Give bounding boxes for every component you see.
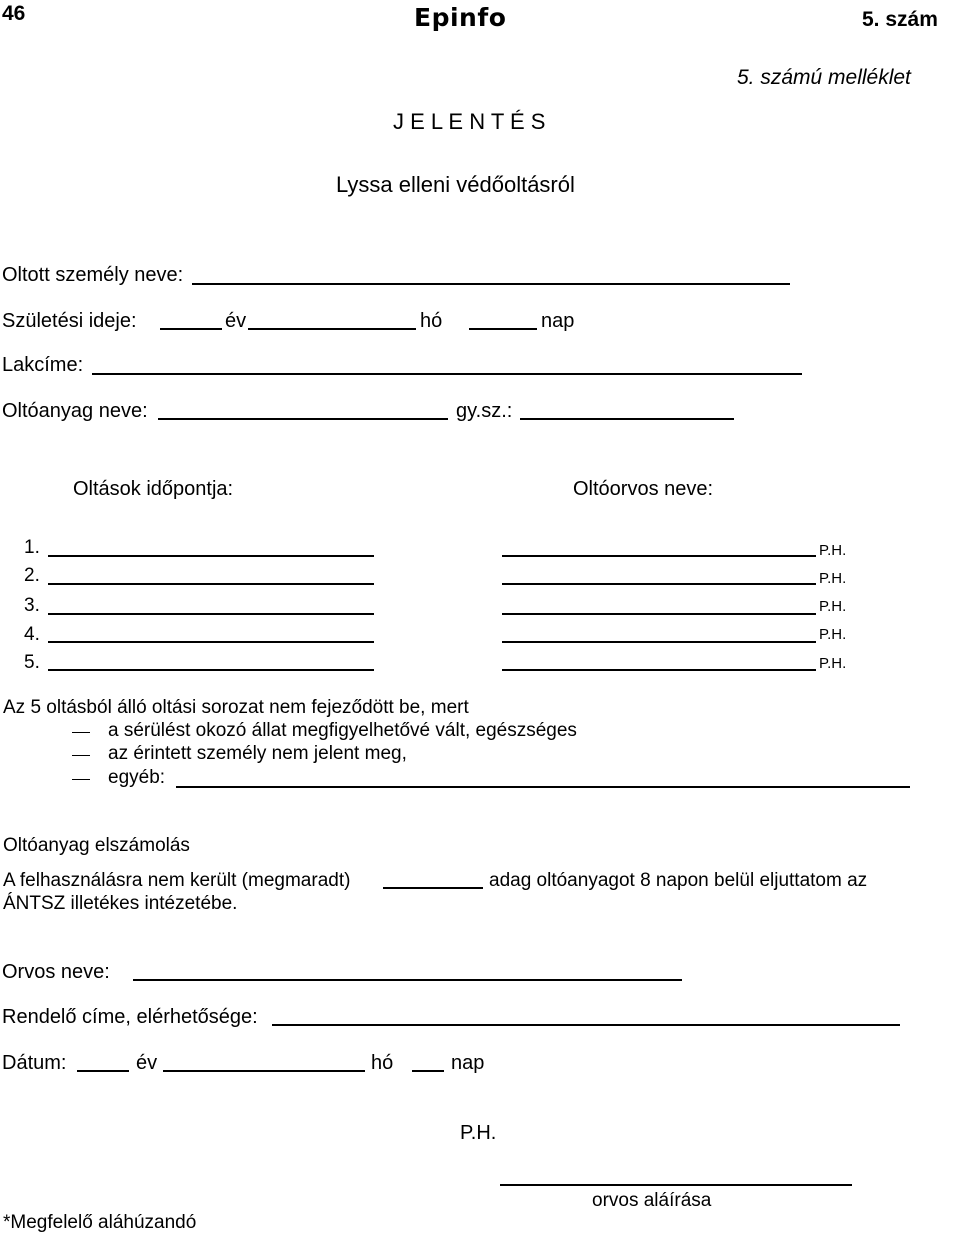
month-label: hó xyxy=(420,310,443,332)
birth-date-label: Születési ideje: xyxy=(2,310,137,332)
year-label: év xyxy=(225,310,247,332)
stamp-label: P.H. xyxy=(819,655,847,672)
date-day-field[interactable] xyxy=(412,1070,444,1072)
leftover-doses-field[interactable] xyxy=(383,887,483,889)
person-name-field[interactable] xyxy=(192,283,790,285)
date-day-label: nap xyxy=(451,1052,485,1074)
birth-year-field[interactable] xyxy=(160,328,222,330)
address-field[interactable] xyxy=(92,373,802,375)
settlement-text-after: adag oltóanyagot 8 napon belül eljuttatom az xyxy=(489,870,868,891)
day-label: nap xyxy=(541,310,575,332)
doctor-name-field[interactable] xyxy=(502,641,816,643)
row-number: 3. xyxy=(24,595,40,616)
date-month-field[interactable] xyxy=(163,1070,365,1072)
dash-bullet xyxy=(72,732,90,733)
address-label: Lakcíme: xyxy=(2,354,84,376)
dash-bullet xyxy=(72,755,90,756)
person-name-label: Oltott személy neve: xyxy=(2,264,184,286)
settlement-text-line2: ÁNTSZ illetékes intézetébe. xyxy=(3,893,238,914)
batch-field[interactable] xyxy=(520,418,734,420)
page-number: 46 xyxy=(2,2,26,25)
vaccine-name-label: Oltóanyag neve: xyxy=(2,400,148,422)
vaccine-name-field[interactable] xyxy=(158,418,448,420)
date-label: Dátum: xyxy=(2,1052,67,1074)
report-subtitle: Lyssa elleni védőoltásról xyxy=(336,172,575,197)
stamp-label: P.H. xyxy=(819,626,847,643)
doctor-name-header: Oltóorvos neve: xyxy=(573,478,714,500)
stamp-label: P.H. xyxy=(819,598,847,615)
other-reason-field[interactable] xyxy=(176,786,910,788)
annex-label: 5. számú melléklet xyxy=(737,66,911,89)
report-title: J E L E N T É S xyxy=(393,109,546,134)
birth-day-field[interactable] xyxy=(469,328,537,330)
incomplete-intro: Az 5 oltásból álló oltási sorozat nem fejeződött be, mert xyxy=(3,697,469,718)
doctor-name-field[interactable] xyxy=(502,613,816,615)
row-number: 4. xyxy=(24,624,40,645)
dash-bullet xyxy=(72,779,90,780)
date-month-label: hó xyxy=(371,1052,394,1074)
signature-label: orvos aláírása xyxy=(592,1190,712,1211)
row-number: 5. xyxy=(24,652,40,673)
row-number: 1. xyxy=(24,537,40,558)
vaccination-date-field[interactable] xyxy=(48,641,374,643)
birth-month-field[interactable] xyxy=(248,328,416,330)
issue-label: 5. szám xyxy=(862,8,938,31)
vaccination-date-field[interactable] xyxy=(48,555,374,557)
doctor-name-label: Orvos neve: xyxy=(2,961,110,983)
doctor-name-input[interactable] xyxy=(133,979,682,981)
row-number: 2. xyxy=(24,565,40,586)
office-address-input[interactable] xyxy=(272,1024,900,1026)
vaccination-date-field[interactable] xyxy=(48,583,374,585)
reason-no-show[interactable]: az érintett személy nem jelent meg, xyxy=(108,743,407,764)
signature-field[interactable] xyxy=(500,1184,852,1186)
doctor-name-field[interactable] xyxy=(502,669,816,671)
epinfo-logo: Epinfo xyxy=(414,3,507,32)
doctor-name-field[interactable] xyxy=(502,555,816,557)
vaccination-date-field[interactable] xyxy=(48,669,374,671)
date-year-label: év xyxy=(136,1052,158,1074)
vaccination-dates-header: Oltások időpontja: xyxy=(73,478,234,500)
doctor-name-field[interactable] xyxy=(502,583,816,585)
reason-other[interactable]: egyéb: xyxy=(108,767,166,788)
footnote: *Megfelelő aláhúzandó xyxy=(3,1212,197,1233)
date-year-field[interactable] xyxy=(77,1070,129,1072)
reason-animal-healthy[interactable]: a sérülést okozó állat megfigyelhetővé vált, egészséges xyxy=(108,720,577,741)
settlement-text-before: A felhasználásra nem került (megmaradt) xyxy=(3,870,351,891)
settlement-heading: Oltóanyag elszámolás xyxy=(3,835,190,856)
vaccination-date-field[interactable] xyxy=(48,613,374,615)
footer-stamp-label: P.H. xyxy=(460,1122,497,1144)
batch-label: gy.sz.: xyxy=(456,400,513,422)
stamp-label: P.H. xyxy=(819,542,847,559)
office-address-label: Rendelő címe, elérhetősége: xyxy=(2,1006,258,1028)
stamp-label: P.H. xyxy=(819,570,847,587)
